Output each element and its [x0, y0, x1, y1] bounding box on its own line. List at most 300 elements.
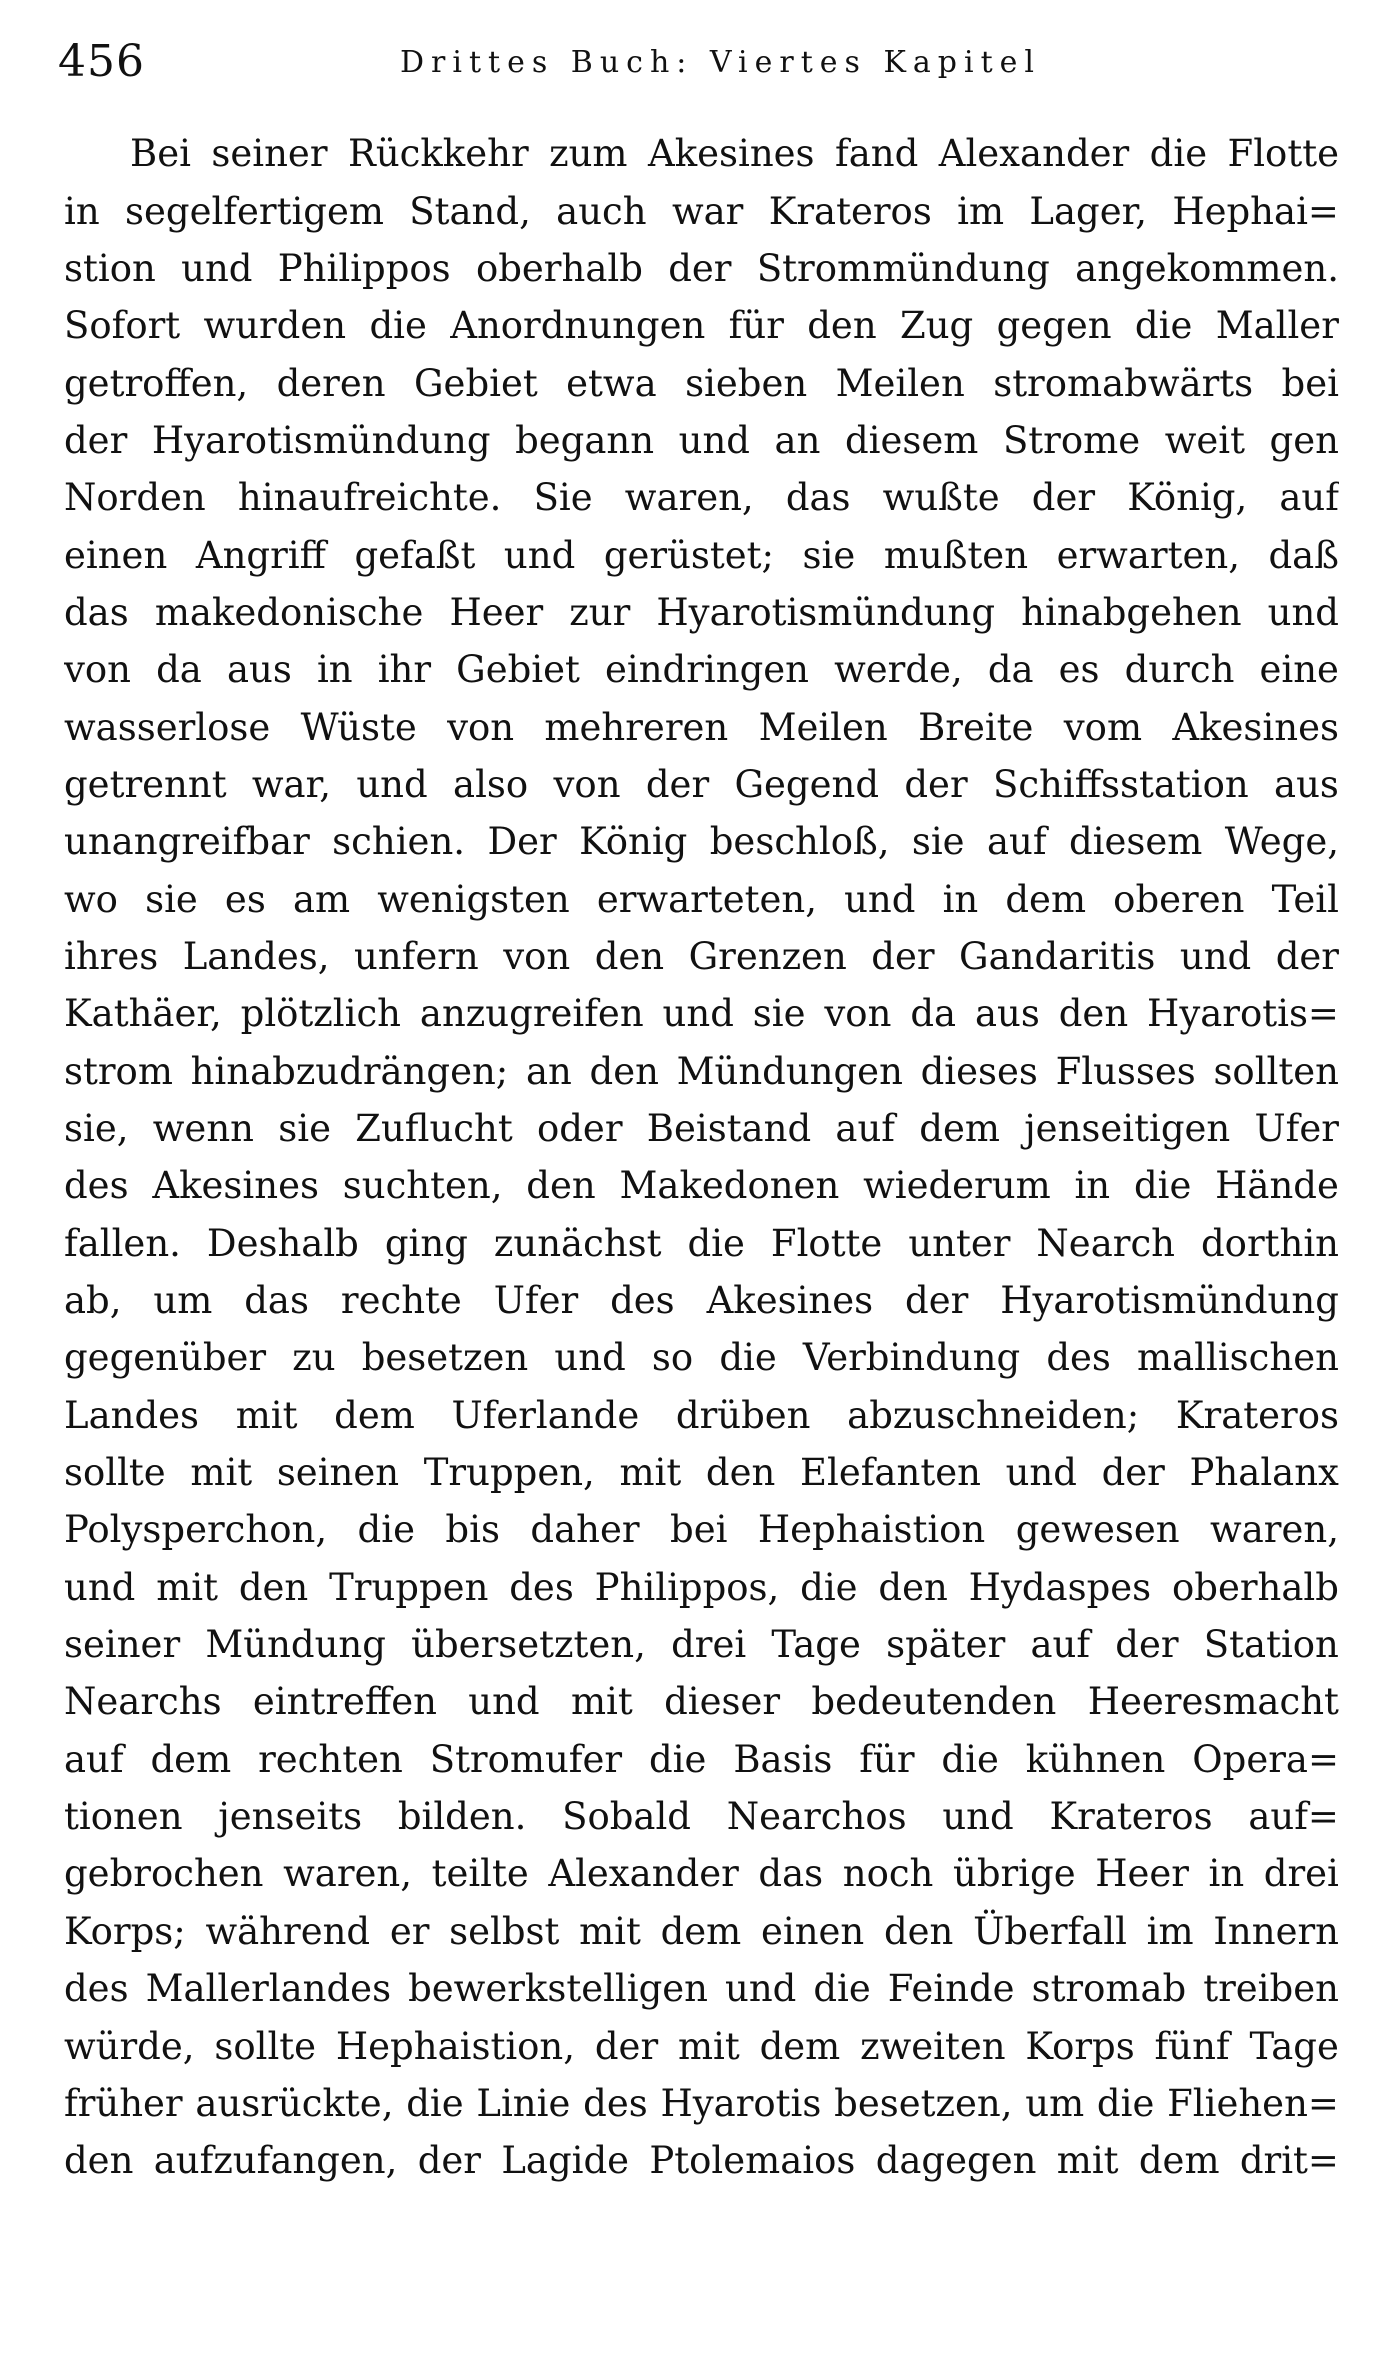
text-word: auf: [1030, 1623, 1091, 1667]
text-word: Nearchs: [64, 1680, 222, 1724]
text-word: auch: [556, 189, 647, 233]
text-word: da: [987, 648, 1034, 692]
text-word: der: [1031, 476, 1096, 520]
text-word: Meilen: [758, 705, 888, 749]
text-line: [64, 698, 1339, 755]
text-word: anzugreifen: [419, 992, 644, 1036]
text-word: stromabwärts: [993, 361, 1254, 405]
text-word: von: [447, 705, 515, 749]
text-word: mehreren: [544, 705, 729, 749]
text-word: Hyarotismündung: [656, 590, 996, 634]
text-line: [64, 641, 1339, 698]
text-word: des: [583, 2081, 648, 2125]
text-word: rechten: [258, 1737, 403, 1781]
text-word: hinabgehen: [1021, 590, 1242, 634]
text-word: Nearchos: [726, 1795, 907, 1839]
text-word: Mündungen: [676, 1049, 903, 1093]
text-word: einen: [64, 533, 168, 577]
text-word: der: [871, 934, 935, 978]
text-line: [64, 1903, 1339, 1960]
text-word: des: [509, 1565, 574, 1609]
text-word: zunächst: [493, 1221, 662, 1265]
text-line: [64, 1043, 1339, 1100]
text-word: der: [1275, 934, 1339, 978]
text-line: [64, 1215, 1339, 1272]
text-word: das: [758, 1852, 824, 1896]
text-word: er: [389, 1909, 430, 1953]
text-word: drüben: [675, 1393, 811, 1437]
text-word: Akesines: [152, 1164, 319, 1208]
text-word: Stromufer: [429, 1737, 623, 1781]
text-word: Linie: [476, 2081, 571, 2125]
text-word: für: [859, 1737, 915, 1781]
text-word: die: [719, 1336, 777, 1380]
text-word: tionen: [64, 1795, 183, 1839]
text-word: zum: [549, 132, 628, 176]
text-word: auf: [986, 820, 1047, 864]
text-word: ging: [384, 1221, 468, 1265]
text-line: [64, 240, 1339, 297]
text-word: diesem: [845, 418, 979, 462]
text-word: Uferlande: [451, 1393, 640, 1437]
text-word: Basis: [733, 1737, 833, 1781]
text-word: ihres: [64, 934, 159, 978]
text-word: es: [224, 877, 266, 921]
text-word: und: [725, 1967, 797, 2011]
text-word: Meilen: [835, 361, 965, 405]
text-line: [64, 928, 1339, 985]
text-word: Gebiet: [414, 361, 538, 405]
text-word: unangreifbar: [64, 820, 310, 864]
text-word: zur: [569, 590, 631, 634]
text-word: Anordnungen: [450, 304, 706, 348]
text-word: Gebiet: [456, 648, 580, 692]
text-word: später: [886, 1623, 1006, 1667]
text-word: daher: [530, 1508, 640, 1552]
text-word: wenn: [152, 1107, 254, 1151]
text-word: bei: [670, 1508, 728, 1552]
text-line: [64, 584, 1339, 641]
text-word: drit=: [1239, 2139, 1339, 2183]
text-word: oberhalb: [1172, 1565, 1339, 1609]
text-word: bis: [445, 1508, 500, 1552]
text-word: und: [662, 992, 734, 1036]
text-word: jenseitigen: [1024, 1107, 1231, 1151]
text-word: sie: [145, 877, 198, 921]
text-word: von: [64, 648, 132, 692]
text-word: Polysperchon,: [64, 1508, 328, 1552]
text-word: und: [356, 762, 428, 806]
text-word: stion: [64, 246, 156, 290]
text-word: gewesen: [1015, 1508, 1180, 1552]
text-line: [64, 1100, 1339, 1157]
text-word: und: [64, 1565, 136, 1609]
text-word: Landes,: [182, 934, 330, 978]
text-word: plötzlich: [240, 992, 402, 1036]
text-word: den: [594, 934, 665, 978]
text-word: jenseits: [218, 1795, 363, 1839]
text-word: stromab: [1031, 1967, 1187, 2011]
text-word: unfern: [353, 934, 479, 978]
text-word: im: [957, 189, 1005, 233]
text-word: Breite: [918, 705, 1034, 749]
text-word: seiner: [64, 1623, 181, 1667]
text-line: [64, 412, 1339, 469]
text-word: erwarten,: [1056, 533, 1240, 577]
text-word: eine: [1259, 648, 1339, 692]
text-word: sie,: [64, 1107, 129, 1151]
text-word: Korps: [1025, 2024, 1135, 2068]
text-word: Hyarotismündung: [151, 418, 491, 462]
text-word: von: [553, 762, 621, 806]
text-word: Hände: [1215, 1164, 1339, 1208]
text-word: ihr: [377, 648, 432, 692]
text-word: mit: [190, 1451, 253, 1495]
text-word: war,: [251, 762, 332, 806]
body-text: [64, 125, 1339, 2189]
text-word: gegen: [996, 304, 1112, 348]
text-word: des: [64, 1164, 129, 1208]
text-word: sie: [278, 1107, 331, 1151]
text-word: Beistand: [646, 1107, 812, 1151]
text-word: selbst: [449, 1909, 560, 1953]
text-word: Sobald: [562, 1795, 691, 1839]
text-word: um: [1025, 2081, 1085, 2125]
text-word: auf: [64, 1737, 124, 1781]
text-word: treiben: [1203, 1967, 1339, 2011]
text-word: Ufer: [1254, 1107, 1339, 1151]
text-word: Alexander: [548, 1852, 739, 1896]
text-line: [64, 1444, 1339, 1501]
text-word: Deshalb: [206, 1221, 359, 1265]
text-word: dem: [334, 1393, 415, 1437]
text-word: König: [579, 820, 688, 864]
text-word: weit: [1164, 418, 1245, 462]
text-word: Schiffsstation: [992, 762, 1249, 806]
text-word: erwarteten,: [596, 877, 817, 921]
text-word: Ptolemaios: [649, 2139, 856, 2183]
text-word: eintreffen: [252, 1680, 437, 1724]
text-word: den: [705, 1451, 776, 1495]
text-word: gefaßt: [354, 533, 476, 577]
text-word: ab,: [64, 1279, 122, 1323]
text-word: Wege,: [1224, 820, 1339, 864]
text-word: oberen: [1113, 877, 1245, 921]
text-word: und: [844, 877, 916, 921]
text-line: [64, 1157, 1339, 1214]
text-word: ausrückte,: [195, 2081, 394, 2125]
text-word: aus: [974, 992, 1040, 1036]
text-word: Innern: [1213, 1909, 1339, 1953]
text-word: Landes: [64, 1393, 200, 1437]
text-word: an: [525, 1049, 572, 1093]
text-word: aufzufangen,: [153, 2139, 398, 2183]
text-word: der: [417, 2139, 481, 2183]
text-word: der: [594, 2024, 659, 2068]
text-word: von: [503, 934, 571, 978]
text-word: Station: [1203, 1623, 1339, 1667]
text-word: so: [651, 1336, 694, 1380]
text-word: die: [687, 1221, 745, 1265]
text-word: am: [292, 877, 351, 921]
text-line: [64, 125, 1339, 182]
text-line: [64, 1329, 1339, 1386]
text-word: wiederum: [863, 1164, 1051, 1208]
text-line: [64, 813, 1339, 870]
text-word: wußte: [882, 476, 1000, 520]
text-word: die: [649, 1737, 707, 1781]
text-word: sieben: [685, 361, 808, 405]
text-word: dem: [919, 1107, 1000, 1151]
text-word: Heer: [1095, 1852, 1189, 1896]
text-word: Hephai=: [1172, 189, 1339, 233]
text-word: wasserlose: [64, 705, 271, 749]
text-word: seiner: [211, 132, 328, 176]
text-word: da: [156, 648, 202, 692]
text-word: besetzen,: [834, 2081, 1013, 2125]
text-word: das: [785, 476, 851, 520]
text-word: mußten: [883, 533, 1029, 577]
text-word: Ufer: [493, 1279, 579, 1323]
text-word: Akesines: [1172, 705, 1339, 749]
text-word: unter: [908, 1221, 1011, 1265]
text-word: mit: [1056, 2139, 1119, 2183]
text-word: in: [316, 648, 353, 692]
text-line: [64, 297, 1339, 354]
text-word: der: [1115, 1623, 1179, 1667]
text-line: [64, 469, 1339, 526]
text-word: dagegen: [875, 2139, 1037, 2183]
page-number: 456: [58, 36, 145, 87]
text-word: wenigsten: [377, 877, 570, 921]
text-line: [64, 2017, 1339, 2074]
text-word: oder: [536, 1107, 623, 1151]
text-word: den: [807, 304, 877, 348]
text-word: Strome: [1002, 418, 1141, 462]
text-word: Verbindung: [802, 1336, 1021, 1380]
text-word: Philippos: [277, 246, 451, 290]
text-word: eindringen: [605, 648, 810, 692]
text-word: also: [453, 762, 529, 806]
text-word: dem: [1005, 877, 1087, 921]
running-head: Drittes Buch: Viertes Kapitel: [400, 45, 1041, 80]
text-word: der: [645, 762, 710, 806]
text-word: waren,: [283, 1852, 412, 1896]
text-line: [64, 1616, 1339, 1673]
text-word: dem: [660, 1909, 742, 1953]
text-word: und: [942, 1795, 1014, 1839]
text-word: strom: [64, 1049, 173, 1093]
text-word: Strommündung: [756, 246, 1050, 290]
text-word: Truppen,: [423, 1451, 595, 1495]
text-word: Hydaspes: [968, 1565, 1152, 1609]
text-word: einen: [760, 1909, 865, 1953]
text-line: [64, 1731, 1339, 1788]
text-word: übersetzten,: [411, 1623, 646, 1667]
text-word: den: [526, 1164, 596, 1208]
text-word: sollte: [64, 1451, 166, 1495]
text-word: drei: [671, 1623, 747, 1667]
text-word: Hyarotis: [660, 2081, 822, 2125]
text-word: auf=: [1248, 1795, 1339, 1839]
text-word: Zug: [900, 304, 974, 348]
text-word: Hephaistion: [757, 1508, 986, 1552]
text-line: [64, 1845, 1339, 1902]
text-word: an: [774, 418, 821, 462]
text-word: begann: [515, 418, 655, 462]
text-word: während: [205, 1909, 371, 1953]
text-word: dem: [759, 2024, 841, 2068]
text-word: der: [64, 418, 128, 462]
text-word: bei: [1281, 361, 1339, 405]
text-word: gebrochen: [64, 1852, 264, 1896]
text-line: [64, 182, 1339, 239]
text-word: seinen: [276, 1451, 400, 1495]
text-word: Flotte: [1227, 132, 1339, 176]
text-word: Heeresmacht: [1087, 1680, 1339, 1724]
text-word: fand: [835, 132, 919, 176]
text-word: die: [1134, 304, 1193, 348]
text-word: etwa: [566, 361, 657, 405]
text-word: in: [1074, 1164, 1111, 1208]
text-word: Der: [487, 820, 557, 864]
text-word: Korps;: [64, 1909, 186, 1953]
text-word: wurden: [203, 304, 347, 348]
text-word: Überfall: [973, 1909, 1127, 1953]
text-word: deren: [276, 361, 386, 405]
text-word: teilte: [431, 1852, 529, 1896]
text-word: gen: [1269, 418, 1339, 462]
text-word: um: [153, 1279, 213, 1323]
text-word: mit: [619, 1451, 682, 1495]
text-word: hinaufreichte.: [237, 476, 502, 520]
text-word: aus: [226, 648, 292, 692]
text-word: beschloß,: [709, 820, 890, 864]
text-word: in: [64, 189, 100, 233]
text-word: schien.: [332, 820, 466, 864]
text-word: dieses: [920, 1049, 1038, 1093]
text-line: [64, 354, 1339, 411]
text-word: übrige: [952, 1852, 1076, 1896]
text-word: war: [671, 189, 744, 233]
text-word: werde,: [834, 648, 963, 692]
text-word: Fliehen=: [1167, 2081, 1339, 2125]
text-word: sie: [802, 533, 856, 577]
text-word: Makedonen: [619, 1164, 840, 1208]
text-word: Lager,: [1029, 189, 1147, 233]
text-word: bilden.: [397, 1795, 527, 1839]
text-word: den: [64, 2139, 134, 2183]
text-word: Rückkehr: [347, 132, 529, 176]
text-word: die: [369, 304, 427, 348]
text-word: Wüste: [300, 705, 417, 749]
text-word: Alexander: [938, 132, 1130, 176]
text-word: des: [64, 1967, 129, 2011]
text-word: abzuschneiden;: [847, 1393, 1140, 1437]
text-word: getrennt: [64, 762, 227, 806]
text-word: Krateros: [1175, 1393, 1339, 1437]
text-word: Krateros: [768, 189, 932, 233]
text-line: [64, 2132, 1339, 2189]
text-word: Opera=: [1192, 1737, 1339, 1781]
text-word: angekommen.: [1075, 246, 1339, 290]
text-word: gerüstet;: [603, 533, 774, 577]
text-word: Krateros: [1049, 1795, 1213, 1839]
text-word: gegenüber: [64, 1336, 267, 1380]
text-word: dorthin: [1200, 1221, 1339, 1265]
text-word: besetzen: [361, 1336, 529, 1380]
text-word: des: [610, 1279, 675, 1323]
text-line: [64, 985, 1339, 1042]
text-word: fünf: [1154, 2024, 1230, 2068]
text-word: bewerkstelligen: [408, 1967, 708, 2011]
text-word: Gegend: [734, 762, 880, 806]
text-word: getroffen,: [64, 361, 249, 405]
text-word: Stand,: [409, 189, 531, 233]
text-word: Sofort: [64, 304, 181, 348]
text-word: und: [503, 533, 576, 577]
text-word: mit: [235, 1393, 298, 1437]
text-word: für: [728, 304, 784, 348]
text-word: sie: [911, 820, 965, 864]
text-word: zweiten: [860, 2024, 1006, 2068]
text-word: Tage: [1249, 2024, 1339, 2068]
text-word: Mallerlandes: [145, 1967, 392, 2011]
text-word: wo: [64, 877, 118, 921]
text-word: die: [813, 1967, 871, 2011]
text-word: Mündung: [205, 1623, 386, 1667]
text-word: mit: [156, 1565, 218, 1609]
text-word: sollten: [1213, 1049, 1339, 1093]
text-word: und: [1267, 590, 1339, 634]
text-word: Elefanten: [800, 1451, 981, 1495]
text-word: den: [1058, 992, 1129, 1036]
text-word: daß: [1268, 533, 1339, 577]
text-word: in: [942, 877, 979, 921]
text-word: durch: [1124, 648, 1235, 692]
text-word: des: [1046, 1336, 1111, 1380]
text-word: mit: [570, 1680, 633, 1724]
text-word: der: [1101, 1451, 1165, 1495]
text-word: mallischen: [1137, 1336, 1339, 1380]
text-word: die: [941, 1737, 999, 1781]
text-word: dem: [1138, 2139, 1220, 2183]
text-word: kühnen: [1025, 1737, 1166, 1781]
text-word: sollte: [214, 2024, 317, 2068]
text-word: den: [878, 1565, 948, 1609]
text-word: Kathäer,: [64, 992, 222, 1036]
text-word: die: [800, 1565, 858, 1609]
text-word: Hephaistion,: [335, 2024, 576, 2068]
text-word: aus: [1274, 762, 1339, 806]
text-word: das: [244, 1279, 309, 1323]
text-word: den: [589, 1049, 659, 1093]
text-word: fallen.: [64, 1221, 181, 1265]
text-word: auf: [1279, 476, 1339, 520]
text-word: diesem: [1068, 820, 1203, 864]
text-word: vom: [1063, 705, 1143, 749]
text-word: Akesines: [706, 1279, 874, 1323]
text-word: von: [824, 992, 892, 1036]
text-word: und: [554, 1336, 626, 1380]
text-word: Truppen: [329, 1565, 489, 1609]
text-line: [64, 1387, 1339, 1444]
text-word: mit: [677, 2024, 740, 2068]
text-word: Nearch: [1036, 1221, 1175, 1265]
text-word: den: [883, 1909, 954, 1953]
text-word: oberhalb: [475, 246, 643, 290]
text-word: Phalanx: [1189, 1451, 1339, 1495]
